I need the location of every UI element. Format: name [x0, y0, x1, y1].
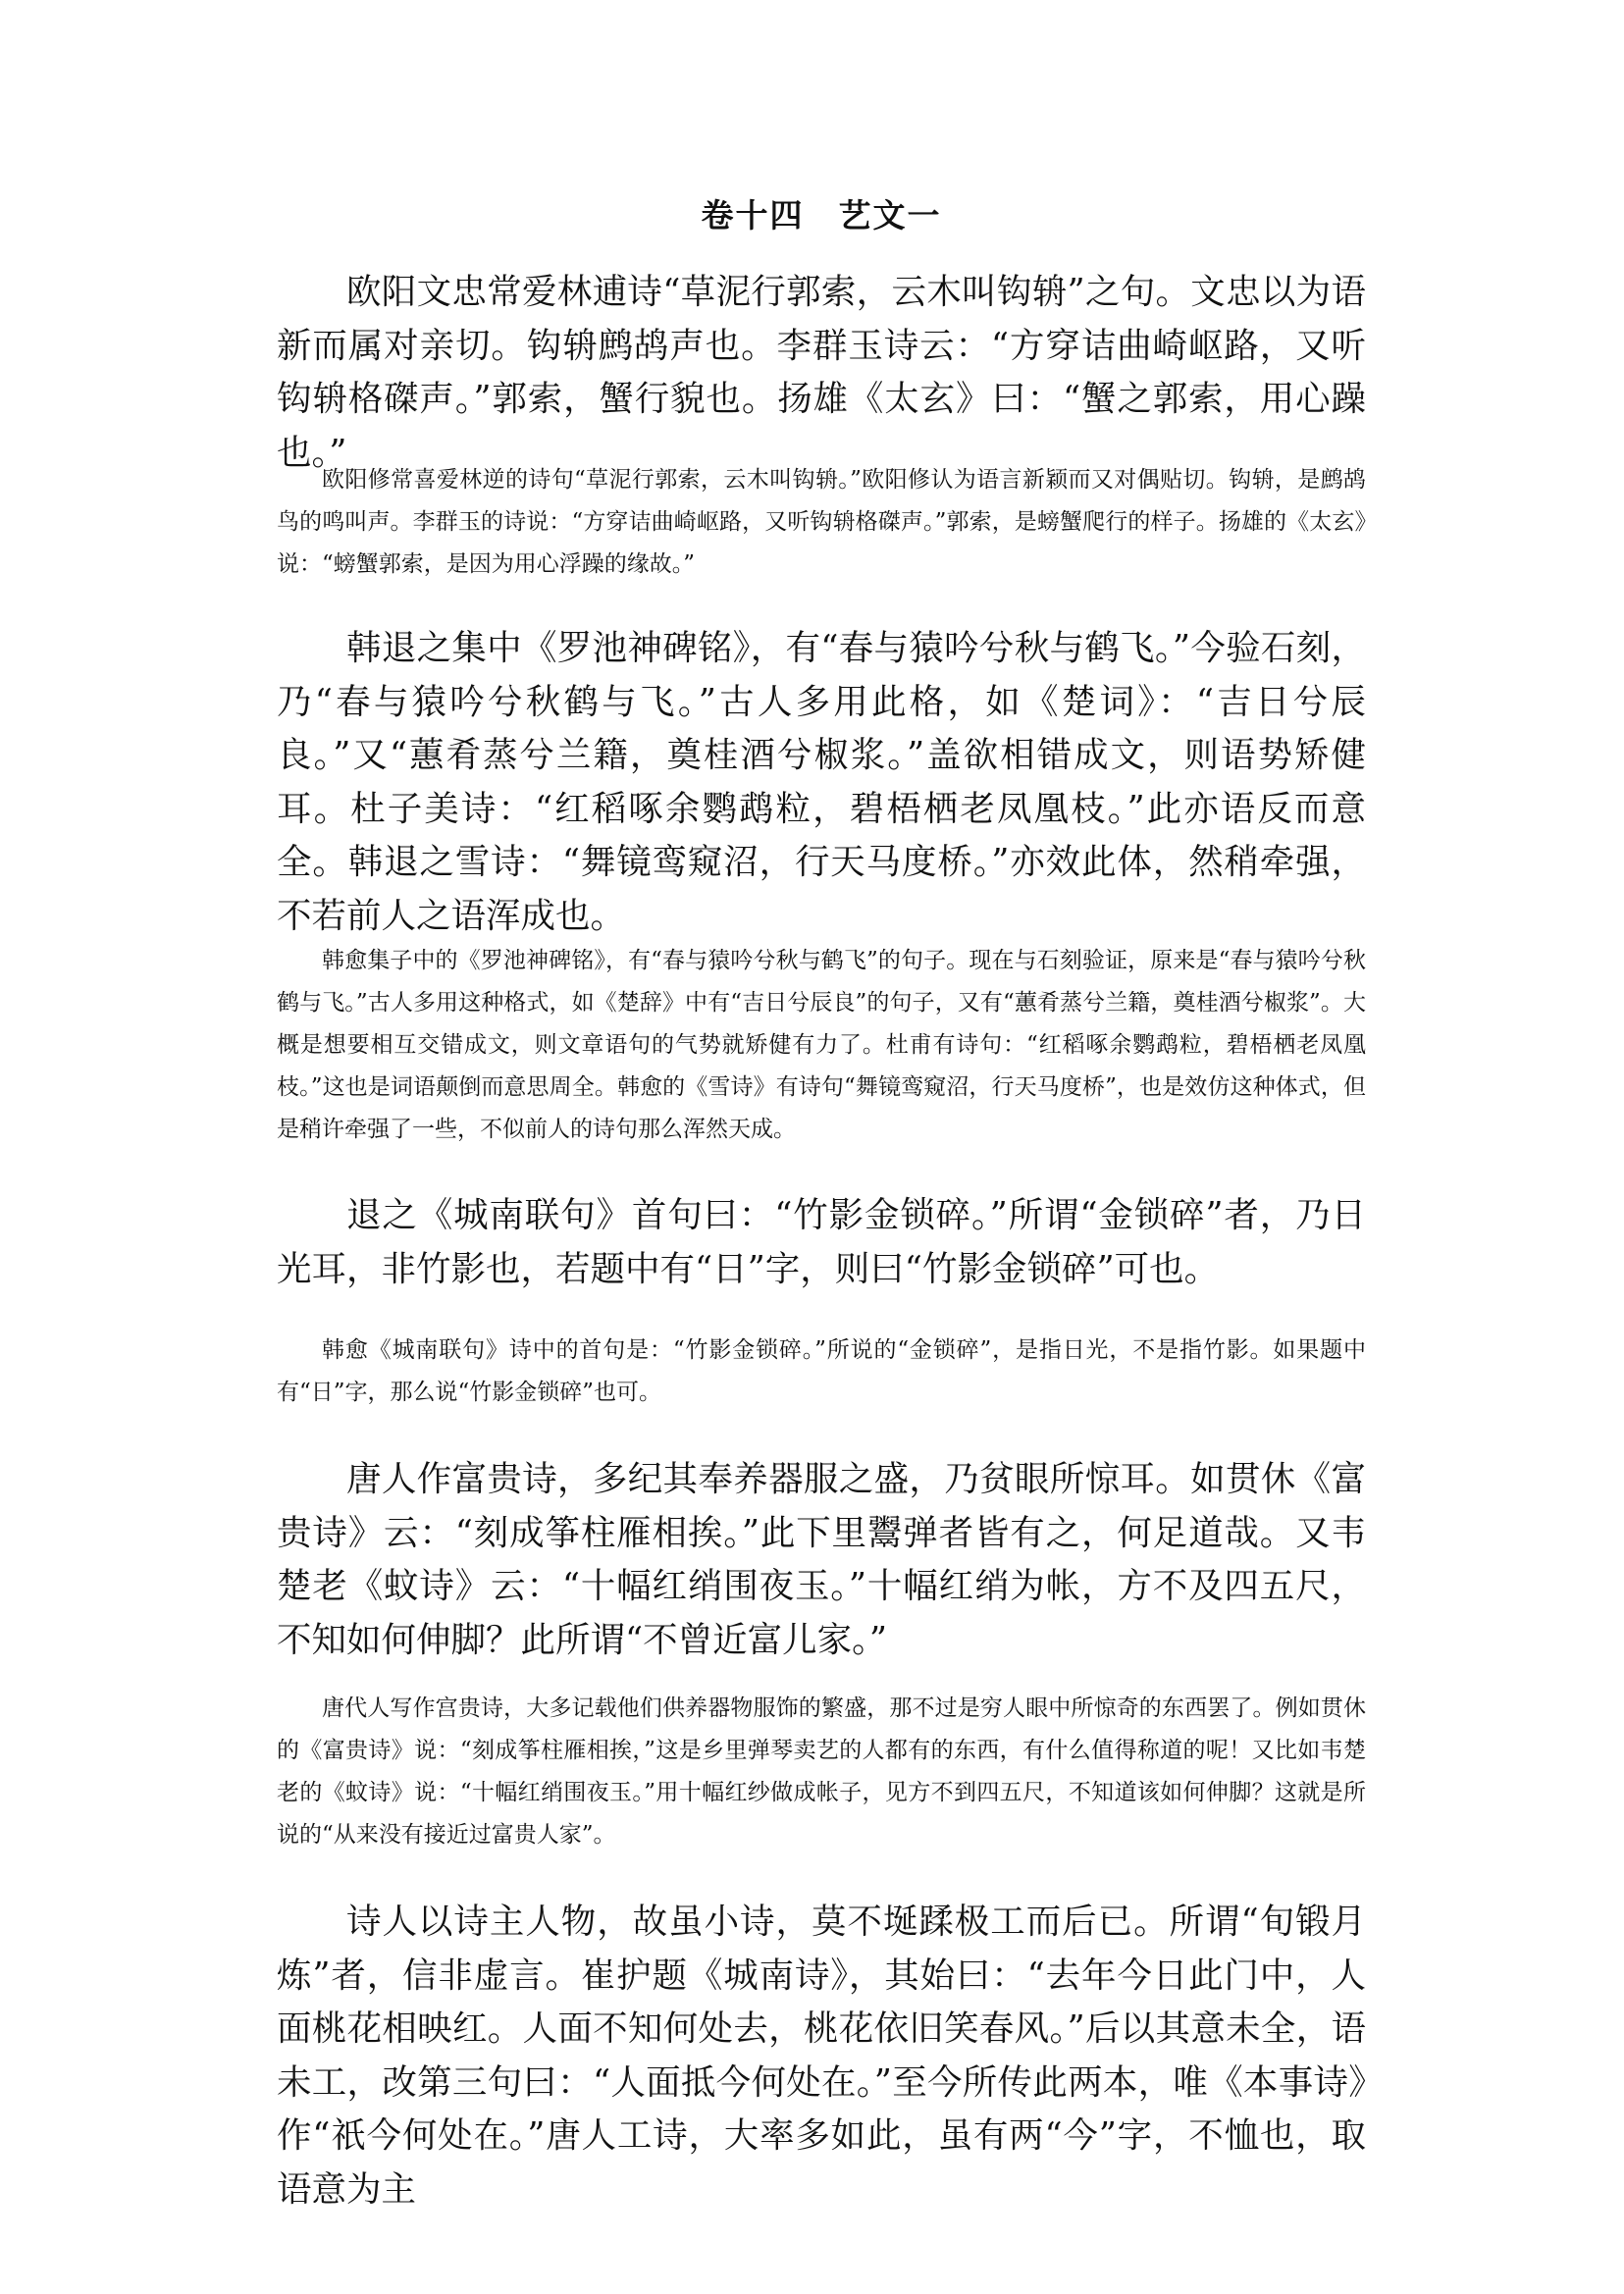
original-text-3: 退之《城南联句》首句曰：“竹影金锁碎。”所谓“金锁碎”者，乃日光耳，非竹影也，若题中有“日”字，则曰“竹影金锁碎”可也。 — [277, 1195, 1366, 1289]
translation-text-2: 韩愈集子中的《罗池神碑铭》，有“春与猿吟兮秋与鹤飞”的句子。现在与石刻验证，原来是“春与猿吟兮秋鹤与飞。”古人多用这种格式，如《楚辞》中有“吉日兮辰良”的句子，又有“蕙肴蒸兮兰籍，奠桂酒兮椒浆”。大概是想要相互交错成文，则文章语句的气势就矫健有力了。杜甫有诗句：“红稻啄余鹦鹉粒，碧梧栖老凤凰枝。”这也是词语颠倒而意思周全。韩愈的《雪诗》有诗句“舞镜鸾窥沼，行天马度桥”，也是效仿这种体式，但是稍许牵强了一些，不似前人的诗句那么浑然天成。 — [277, 948, 1366, 1142]
page-title: 卷十四 艺文一 — [701, 196, 942, 235]
translation-text-4: 唐代人写作宫贵诗，大多记载他们供养器物服饰的繁盛，那不过是穷人眼中所惊奇的东西罢了。例如贯休的《富贵诗》说：“刻成筝柱雁相挨，”这是乡里弹琴卖艺的人都有的东西，有什么值得称道的呢！又比如韦楚老的《蚊诗》说：“十幅红绡围夜玉。”用十幅红纱做成帐子，见方不到四五尺，不知道该如何伸脚？这就是所说的“从来没有接近过富贵人家”。 — [277, 1695, 1366, 1848]
original-text-2: 韩退之集中《罗池神碑铭》，有“春与猿吟兮秋与鹤飞。”今验石刻，乃“春与猿吟兮秋鹤与飞。”古人多用此格，如《楚词》：“吉日兮辰良。”又“蕙肴蒸兮兰籍，奠桂酒兮椒浆。”盖欲相错成文，则语势矫健耳。杜子美诗：“红稻啄余鹦鹉粒，碧梧栖老凤凰枝。”此亦语反而意全。韩退之雪诗：“舞镜鸾窥沼，行天马度桥。”亦效此体，然稍牵强，不若前人之语浑成也。 — [277, 628, 1366, 936]
translation-text-1: 欧阳修常喜爱林逆的诗句“草泥行郭索，云木叫钩辀。”欧阳修认为语言新颖而又对偶贴切。钩辀，是鹧鸪鸟的鸣叫声。李群玉的诗说：“方穿诘曲崎岖路，又听钩辀格磔声。”郭索，是螃蟹爬行的样子。扬雄的《太玄》说：“螃蟹郭索，是因为用心浮躁的缘故。” — [277, 467, 1366, 577]
original-text-4: 唐人作富贵诗，多纪其奉养器服之盛，乃贫眼所惊耳。如贯休《富贵诗》云：“刻成筝柱雁相挨。”此下里鬻弹者皆有之，何足道哉。又韦楚老《蚊诗》云：“十幅红绡围夜玉。”十幅红绡为帐，方不及四五尺，不知如何伸脚？此所谓“不曾近富儿家。” — [277, 1459, 1366, 1660]
translation-text-3: 韩愈《城南联句》诗中的首句是：“竹影金锁碎。”所说的“金锁碎”，是指日光，不是指竹影。如果题中有“日”字，那么说“竹影金锁碎”也可。 — [277, 1337, 1366, 1405]
original-text-1: 欧阳文忠常爱林逋诗“草泥行郭索，云木叫钩辀”之句。文忠以为语新而属对亲切。钩辀鹧鸪声也。李群玉诗云：“方穿诘曲崎岖路，又听钩辀格磔声。”郭索，蟹行貌也。扬雄《太玄》曰：“蟹之郭索，用心躁也。” — [277, 272, 1366, 473]
original-text-5: 诗人以诗主人物，故虽小诗，莫不埏蹂极工而后已。所谓“旬锻月炼”者，信非虚言。崔护题《城南诗》，其始曰：“去年今日此门中，人面桃花相映红。人面不知何处去，桃花依旧笑春风。”后以其意未全，语未工，改第三句曰：“人面抵今何处在。”至今所传此两本，唯《本事诗》作“祇今何处在。”唐人工诗，大率多如此，虽有两“今”字，不恤也，取语意为主 — [277, 1902, 1366, 2210]
